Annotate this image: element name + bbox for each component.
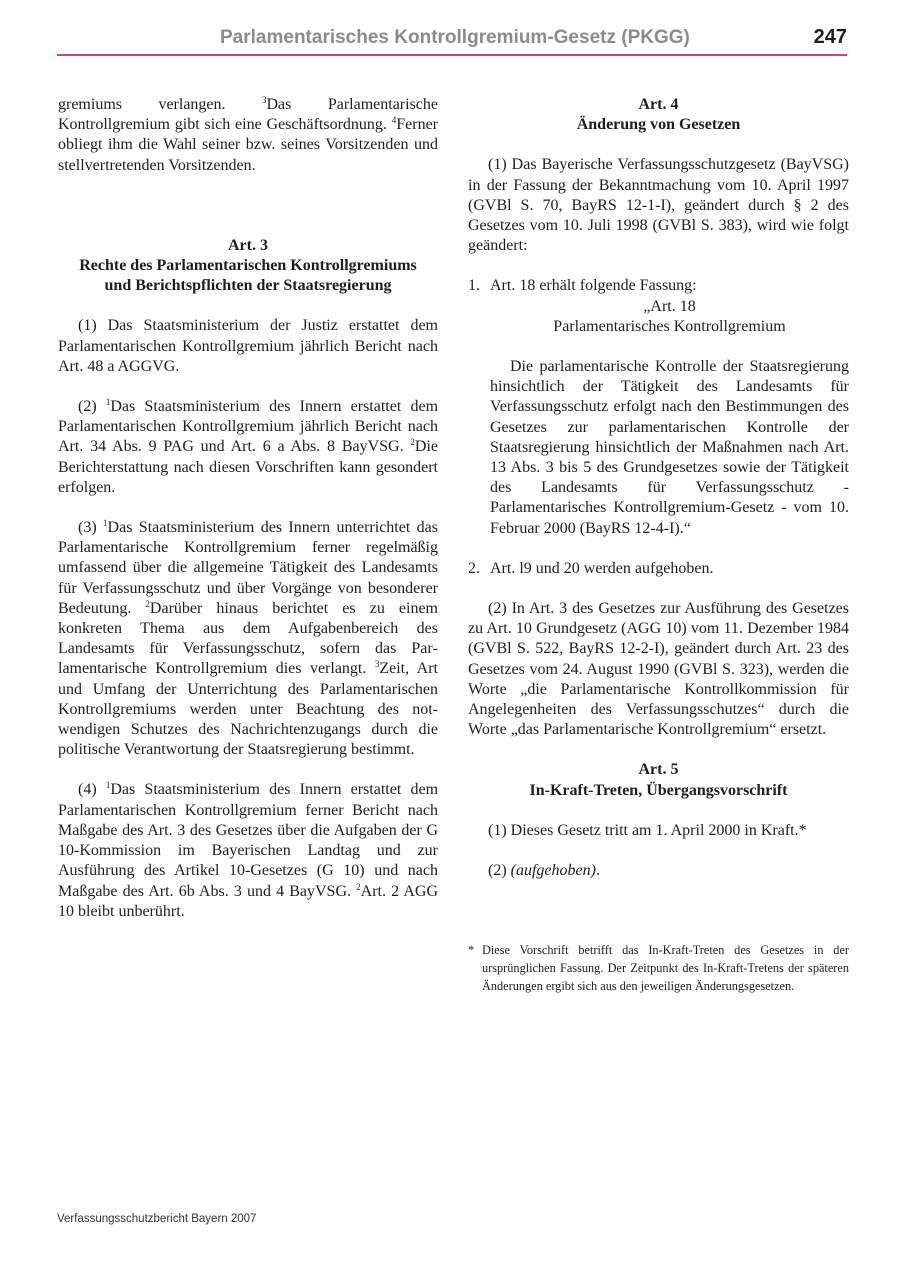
sentence-number: 2 [410,437,415,448]
sentence-number: 3 [261,95,267,105]
sentence-number: 2 [145,598,150,609]
art4-list-item-1 [468,276,849,296]
art5-paragraph-1: (1) Dieses Gesetz tritt am 1. April 2000 in Kraft.* [488,821,807,839]
list-number: 1. [468,277,480,295]
sentence-text: Das Staatsministerium des Innern unterrichtet das Parlamentarische Kontrollgremium ferner regelmäßig umfassend über die allgemeine Tätigkeit des Landesamts für Verfassungsschutz und über Vorgänge von besonderer Bedeutung. [58,519,438,617]
quote-title: Parlamentarisches Kontrollgremium [553,317,786,335]
sentence-text: gremiums verlangen. [58,96,262,113]
list-number: 2. [468,559,480,577]
quoted-article [468,297,849,539]
footnote-marker: * [468,943,475,958]
intro-paragraph [58,95,438,176]
art5-paragraph-2 [468,861,849,881]
page-number: 247 [813,26,847,48]
quote-heading: „Art. 18 [643,297,696,315]
art3-paragraph-4 [58,780,438,921]
art3-heading: Art. 3 [228,236,268,254]
art4-heading: Art. 4 [638,96,679,113]
art5-title: In-Kraft-Treten, Übergangsvorschrift [529,781,788,799]
repealed-label: (aufgehoben) [510,862,596,880]
period: . [595,862,600,880]
sentence-text: (4) [78,781,106,799]
sentence-text: Das Parlamentarische Kontrollgremium gibt sich eine Geschäftsordnung. [58,96,438,134]
art3-title-line1: Rechte des Parlamentarischen Kontrollgremiums [79,257,417,275]
left-column [58,95,438,922]
sentence-text: Darüber hinaus berichtet es zu einem konkreten Thema aus dem Aufgabenbereich des Landesamts für Verfassungsschutz, sofern das Parlamentarische Kontrollgremium dies verlangt. [58,599,438,678]
list-text: Art. 18 erhält folgende Fassung: [490,277,697,295]
page-footer: Verfassungsschutzbericht Bayern 2007 [57,1213,257,1225]
footnote [468,941,849,995]
sentence-text: (3) [78,519,104,537]
quote-text: Die parlamentarische Kontrolle der Staatsregierung hinsichtlich der Tätigkeit des Landesamts für Verfassungsschutz erfolgt nach den Bestimmungen des Gesetzes zur parlamentarischen Kontrolle der Staatsregierung hinsichtlich der Maßnahmen nach Art. 13 Abs. 3 bis 5 des Grundgesetzes sowie der Tätigkeit des Landesamts für Verfassungsschutz - Parlamentarisches Kontrollgremium-Gesetz - vom 10. Februar 2000 (BayRS 12-4-I).“ [490,358,849,537]
art3-paragraph-3 [58,518,438,760]
art4-paragraph-1: (1) Das Bayerische Verfassungsschutzgesetz (BayVSG) in der Fassung der Bekanntmachung vom 10. April 1997 (GVBl S. 70, BayRS 12-1-I), geändert durch § 2 des Gesetzes vom 10. Juli 1998 (GVBl S. 383), wird wie folgt geändert: [468,156,849,255]
art3-paragraph-2 [58,397,438,498]
paragraph-number: (2) [488,862,511,880]
art4-list-item-2 [468,559,849,579]
running-title: Parlamentarisches Kontrollgremium-Gesetz (PKGG) [220,27,690,48]
sentence-text: Das Staatsministerium des Innern erstattet dem Parlamentarischen Kontrollgremium ferner Bericht nach Maßgabe des Art. 3 des Gesetzes über die Aufgaben der G 10-Kommission im Bayerischen Landtag und zur Ausführung des Artikel 10-Gesetzes (G 10) und nach Maßgabe des Art. 6b Abs. 3 und 4 BayVSG. [58,781,439,900]
sentence-text: Die Berichterstattung nach diesen Vorschriften kann gesondert erfolgen. [58,438,438,496]
art3-paragraph-1 [58,316,438,377]
sentence-text: Art. 2 AGG 10 bleibt unberührt. [58,882,439,920]
sentence-text: (2) [78,398,106,416]
sentence-number: 2 [356,881,361,892]
sentence-number: 1 [105,780,111,791]
sentence-text: Ferner obliegt ihm die Wahl seiner bzw. seines Vorsitzenden und stellvertretenden Vorsitzenden. [58,116,438,174]
footnote-text: Diese Vorschrift betrifft das In-Kraft-Treten des Gesetzes in der ursprünglichen Fassung. Der Zeitpunkt des In-Kraft-Tretens der späteren Änderungen ergibt sich aus den jeweiligen Änderungsgesetzen. [482,943,849,994]
art3-title-line2: und Berichtspflichten der Staatsregierung [104,277,392,295]
sentence-text: Zeit, Art und Umfang der Unterrichtung des Parlamentarischen Kontrollgremiums werden unter Beachtung des notwendigen Schutzes des Nachrichtenzugangs durch die politische Verantwortung der Staatsregierung bestimmt. [58,660,438,759]
list-text: Art. l9 und 20 werden aufgehoben. [490,559,714,577]
sentence-number: 4 [391,115,397,126]
art5-heading: Art. 5 [638,761,679,779]
sentence-number: 1 [103,518,108,529]
sentence-text: (1) Das Staatsministerium der Justiz erstattet dem Parlamentarischen Kontrollgremium jährlich Bericht nach Art. 48 a AGGVG. [58,317,438,375]
page-header [57,26,847,56]
sentence-number: 1 [105,397,111,408]
sentence-text: Das Staatsministerium des Innern erstattet dem Parlamentarischen Kontrollgremium jährlich Bericht nach Art. 34 Abs. 9 PAG und Art. 6 a Abs. 8 BayVSG. [58,398,439,456]
sentence-number: 3 [374,659,380,670]
art4-paragraph-2: (2) In Art. 3 des Gesetzes zur Ausführung des Gesetzes zu Art. 10 Grundgesetz (AGG 10) vom 11. Dezember 1984 (GVBl S. 522, BayRS 12-2-I), geändert durch Art. 23 des Gesetzes vom 24. August 1990 (GVBl S. 323), werden die Worte „die Parlamentarische Kontrollkommission für Angelegenheiten des Verfassungsschutzes“ durch die Worte „das Parlamentarische Kontrollgremium“ ersetzt. [468,600,849,739]
right-column [468,95,849,996]
art4-title: Änderung von Gesetzen [576,116,741,134]
